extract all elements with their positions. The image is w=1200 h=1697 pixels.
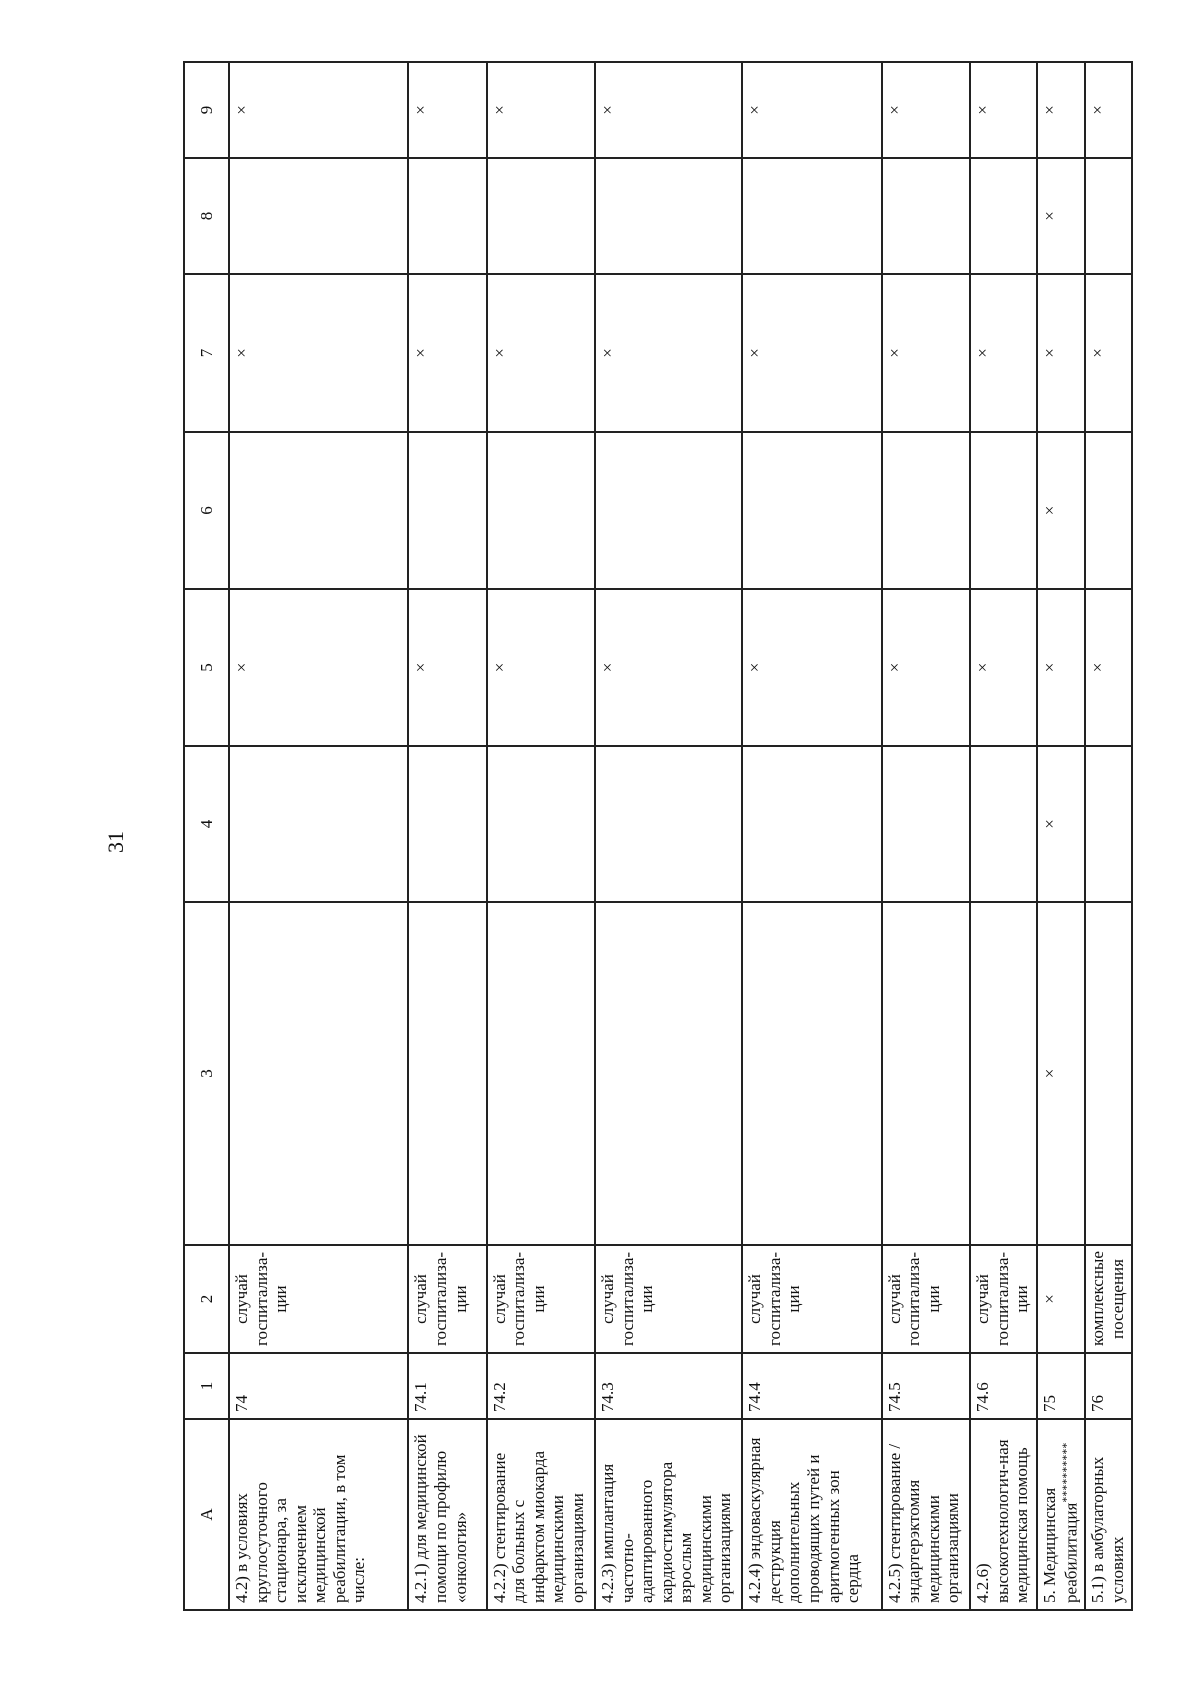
row-label-text: 5. Медицинская реабилитация xyxy=(1040,1487,1081,1603)
row-label: 4.2.5) стентирование / эндартерэктомия медицинскими организациями xyxy=(882,1419,971,1610)
cell-col-9: × xyxy=(1085,62,1132,158)
row-unit: случай госпитализа-ции xyxy=(487,1245,595,1353)
row-code: 74.1 xyxy=(408,1353,486,1419)
cell-col-8 xyxy=(487,158,595,274)
cell-col-5: × xyxy=(1037,589,1085,746)
column-header: 4 xyxy=(184,746,229,902)
cell-col-9: × xyxy=(408,62,486,158)
cell-col-6 xyxy=(408,432,486,589)
row-code: 74.2 xyxy=(487,1353,595,1419)
cell-col-8 xyxy=(882,158,971,274)
cell-col-6 xyxy=(970,432,1037,589)
table-row xyxy=(742,62,881,1610)
cell-col-5: × xyxy=(882,589,971,746)
cell-col-3 xyxy=(595,902,742,1245)
column-header: 1 xyxy=(184,1353,229,1419)
cell-col-7: × xyxy=(1037,274,1085,432)
row-label: 4.2.2) стентирование для больных с инфарктом миокарда медицинскими организациями xyxy=(487,1419,595,1610)
cell-col-3 xyxy=(970,902,1037,1245)
row-code: 74 xyxy=(229,1353,408,1419)
cell-col-9: × xyxy=(1037,62,1085,158)
cell-col-7: × xyxy=(882,274,971,432)
cell-col-7: × xyxy=(970,274,1037,432)
cell-col-4 xyxy=(970,746,1037,902)
row-code: 75 xyxy=(1037,1353,1085,1419)
cell-col-3 xyxy=(1085,902,1132,1245)
row-label: 4.2.4) эндоваскулярная деструкция дополнительных проводящих путей и аритмогенных зон сердца xyxy=(742,1419,881,1610)
cell-col-6 xyxy=(882,432,971,589)
cell-col-8: × xyxy=(1037,158,1085,274)
cell-col-7: × xyxy=(742,274,881,432)
row-unit: случай госпитализа-ции xyxy=(882,1245,971,1353)
cell-col-5: × xyxy=(1085,589,1132,746)
row-unit: случай госпитализа-ции xyxy=(229,1245,408,1353)
column-header: 3 xyxy=(184,902,229,1245)
cell-col-4 xyxy=(1085,746,1132,902)
cell-col-6 xyxy=(595,432,742,589)
row-code: 74.6 xyxy=(970,1353,1037,1419)
cell-col-6 xyxy=(1085,432,1132,589)
table-row xyxy=(595,62,742,1610)
cell-col-6 xyxy=(229,432,408,589)
cell-col-9: × xyxy=(742,62,881,158)
cell-col-5: × xyxy=(595,589,742,746)
row-code: 74.5 xyxy=(882,1353,971,1419)
row-unit: случай госпитализа-ции xyxy=(595,1245,742,1353)
row-label: 4.2.3) имплантация частотно-адаптированного кардиостимулятора взрослым медицинскими организациями xyxy=(595,1419,742,1610)
cell-col-4: × xyxy=(1037,746,1085,902)
cell-col-5: × xyxy=(408,589,486,746)
cell-col-8 xyxy=(970,158,1037,274)
cell-col-3 xyxy=(229,902,408,1245)
cell-col-4 xyxy=(882,746,971,902)
column-header: 7 xyxy=(184,274,229,432)
cell-col-4 xyxy=(487,746,595,902)
cell-col-7: × xyxy=(408,274,486,432)
cell-col-5: × xyxy=(487,589,595,746)
column-header: 5 xyxy=(184,589,229,746)
cell-col-4 xyxy=(229,746,408,902)
row-code: 74.4 xyxy=(742,1353,881,1419)
cell-col-9: × xyxy=(595,62,742,158)
cell-col-8 xyxy=(1085,158,1132,274)
row-label: 4.2) в условиях круглосуточного стационара, за исключением медицинской реабилитации, в том числе: xyxy=(229,1419,408,1610)
cell-col-3 xyxy=(408,902,486,1245)
page-number: 31 xyxy=(103,831,128,853)
cell-col-3: × xyxy=(1037,902,1085,1245)
cell-col-3 xyxy=(882,902,971,1245)
cell-col-7: × xyxy=(229,274,408,432)
column-header: 6 xyxy=(184,432,229,589)
table-row xyxy=(487,62,595,1610)
cell-col-3 xyxy=(742,902,881,1245)
cell-col-5: × xyxy=(742,589,881,746)
row-label xyxy=(1037,1419,1085,1610)
cell-col-9: × xyxy=(882,62,971,158)
column-header: 2 xyxy=(184,1245,229,1353)
cell-col-8 xyxy=(742,158,881,274)
rotated-table-container xyxy=(183,63,1133,1611)
table-row xyxy=(1037,62,1085,1610)
table-row xyxy=(229,62,408,1610)
cell-col-5: × xyxy=(970,589,1037,746)
cell-col-5: × xyxy=(229,589,408,746)
cell-col-4 xyxy=(742,746,881,902)
cell-col-4 xyxy=(595,746,742,902)
cell-col-7: × xyxy=(1085,274,1132,432)
row-code: 76 xyxy=(1085,1353,1132,1419)
row-label: 4.2.6) высокотехнологич-ная медицинская помощь xyxy=(970,1419,1037,1610)
cell-col-6 xyxy=(742,432,881,589)
row-unit: случай госпитализа-ции xyxy=(970,1245,1037,1353)
cell-col-8 xyxy=(595,158,742,274)
column-header: А xyxy=(184,1419,229,1610)
row-unit: случай госпитализа-ции xyxy=(742,1245,881,1353)
cell-col-6: × xyxy=(1037,432,1085,589)
cell-col-4 xyxy=(408,746,486,902)
cell-col-6 xyxy=(487,432,595,589)
row-unit: комплексные посещения xyxy=(1085,1245,1132,1353)
cell-col-8 xyxy=(408,158,486,274)
row-unit: случай госпитализа-ции xyxy=(408,1245,486,1353)
row-label: 4.2.1) для медицинской помощи по профилю «онкология» xyxy=(408,1419,486,1610)
column-header: 9 xyxy=(184,62,229,158)
table-row xyxy=(1085,62,1132,1610)
table-row xyxy=(970,62,1037,1610)
cell-col-9: × xyxy=(487,62,595,158)
column-header: 8 xyxy=(184,158,229,274)
cell-col-8 xyxy=(229,158,408,274)
row-unit: × xyxy=(1037,1245,1085,1353)
cell-col-9: × xyxy=(970,62,1037,158)
cell-col-9: × xyxy=(229,62,408,158)
cell-col-7: × xyxy=(487,274,595,432)
data-table xyxy=(183,61,1133,1611)
cell-col-3 xyxy=(487,902,595,1245)
table-row xyxy=(408,62,486,1610)
header-row xyxy=(184,62,229,1610)
table-row xyxy=(882,62,971,1610)
footnote-marker: ********** xyxy=(1058,1442,1073,1503)
row-code: 74.3 xyxy=(595,1353,742,1419)
row-label: 5.1) в амбулаторных условиях xyxy=(1085,1419,1132,1610)
cell-col-7: × xyxy=(595,274,742,432)
